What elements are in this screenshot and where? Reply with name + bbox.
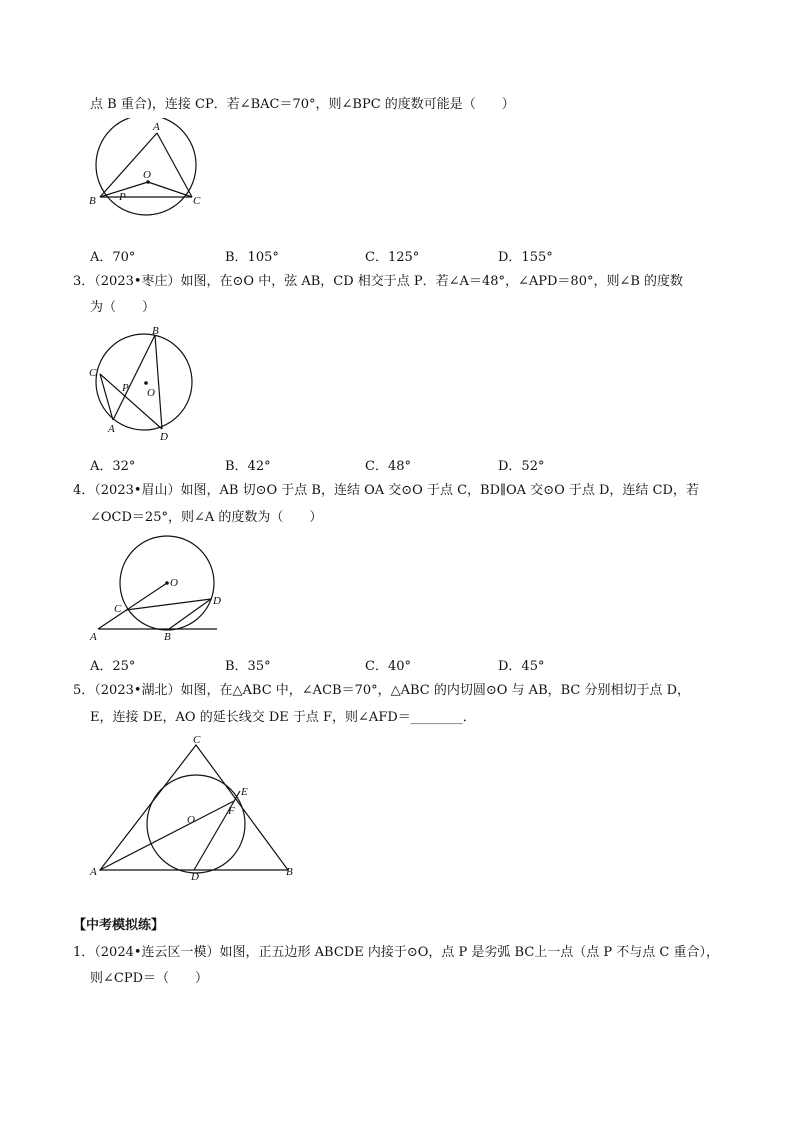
q2-label-b: B xyxy=(89,195,96,207)
q3-option-a[interactable]: A．32° xyxy=(90,459,136,474)
q3-figure xyxy=(85,322,205,440)
q3-line-2: 为（ ） xyxy=(90,300,156,315)
q3-center-dot xyxy=(144,381,148,385)
q3-label-p: P xyxy=(122,382,129,394)
q3-label-c: C xyxy=(89,367,97,379)
q4-option-c[interactable]: C．40° xyxy=(365,659,411,674)
q4-label-c: C xyxy=(114,603,122,615)
q5-label-e: E xyxy=(241,786,248,798)
q4-option-d[interactable]: D．45° xyxy=(498,659,545,674)
q2-circle xyxy=(96,118,196,215)
q5-label-a: A xyxy=(90,866,97,878)
q2-option-c[interactable]: C．125° xyxy=(365,250,420,265)
q5-line-1: 5．（2023•湖北）如图，在△ABC 中，∠ACB＝70°，△ABC 的内切圆⊙O 与 AB，BC 分别相切于点 D， xyxy=(73,683,691,698)
q5-incircle xyxy=(147,775,245,873)
q5-label-b: B xyxy=(286,866,293,878)
q4-center-dot xyxy=(165,581,169,585)
q2-label-o: O xyxy=(143,169,151,181)
m1-line-1: 1．（2024•连云区一模）如图，正五边形 ABCDE 内接于⊙O，点 P 是劣弧 BC上一点（点 P 不与点 C 重合）， xyxy=(73,945,719,960)
q4-label-b: B xyxy=(164,631,171,643)
m1-line-2: 则∠CPD＝（ ） xyxy=(90,971,209,986)
q3-chord-ab xyxy=(113,335,155,420)
q3-line-1: 3．（2023•枣庄）如图，在⊙O 中，弦 AB，CD 相交于点 P．若∠A＝48°，∠APD＝80°，则∠B 的度数 xyxy=(73,274,684,289)
q5-label-d: D xyxy=(191,871,199,880)
q4-option-a[interactable]: A．25° xyxy=(90,659,136,674)
q2-label-p: P xyxy=(119,191,126,203)
q5-triangle-abc xyxy=(100,745,288,870)
q3-label-d: D xyxy=(160,431,168,440)
q2-figure xyxy=(85,118,205,218)
q3-label-b: B xyxy=(152,325,159,337)
q3-label-a: A xyxy=(108,423,115,435)
q4-figure xyxy=(85,532,225,644)
q3-option-d[interactable]: D．52° xyxy=(498,459,545,474)
q2-chord-ab xyxy=(100,133,157,197)
q2-label-c: C xyxy=(193,195,201,207)
q4-label-o: O xyxy=(170,577,178,589)
q3-option-c[interactable]: C．48° xyxy=(365,459,411,474)
q5-label-o: O xyxy=(187,814,195,826)
q2-label-a: A xyxy=(153,121,160,133)
q2-option-d[interactable]: D．155° xyxy=(498,250,553,265)
q3-segment-ca xyxy=(100,374,113,420)
q4-option-b[interactable]: B．35° xyxy=(225,659,271,674)
q5-label-c: C xyxy=(193,734,201,746)
q5-label-f: F xyxy=(228,805,235,817)
section-title: 【中考模拟练】 xyxy=(73,918,165,933)
q3-segment-bd xyxy=(155,335,162,429)
q5-line-2: E，连接 DE，AO 的延长线交 DE 于点 F，则∠AFD＝________． xyxy=(90,710,476,725)
q2-option-b[interactable]: B．105° xyxy=(225,250,279,265)
q2-option-a[interactable]: A．70° xyxy=(90,250,136,265)
q4-line-1: 4．（2023•眉山）如图，AB 切⊙O 于点 B，连结 OA 交⊙O 于点 C，BD∥OA 交⊙O 于点 D，连结 CD，若 xyxy=(73,483,699,498)
q3-circle xyxy=(96,334,192,430)
q2-text-continuation: 点 B 重合)，连接 CP．若∠BAC＝70°，则∠BPC 的度数可能是（ ） xyxy=(90,97,515,112)
q4-label-d: D xyxy=(213,595,221,607)
q3-label-o: O xyxy=(147,387,155,399)
q4-label-a: A xyxy=(90,631,97,643)
q5-segment-de xyxy=(194,791,240,870)
q3-option-b[interactable]: B．42° xyxy=(225,459,271,474)
q4-line-2: ∠OCD＝25°，则∠A 的度数为（ ） xyxy=(90,510,323,525)
q5-figure xyxy=(85,732,310,880)
